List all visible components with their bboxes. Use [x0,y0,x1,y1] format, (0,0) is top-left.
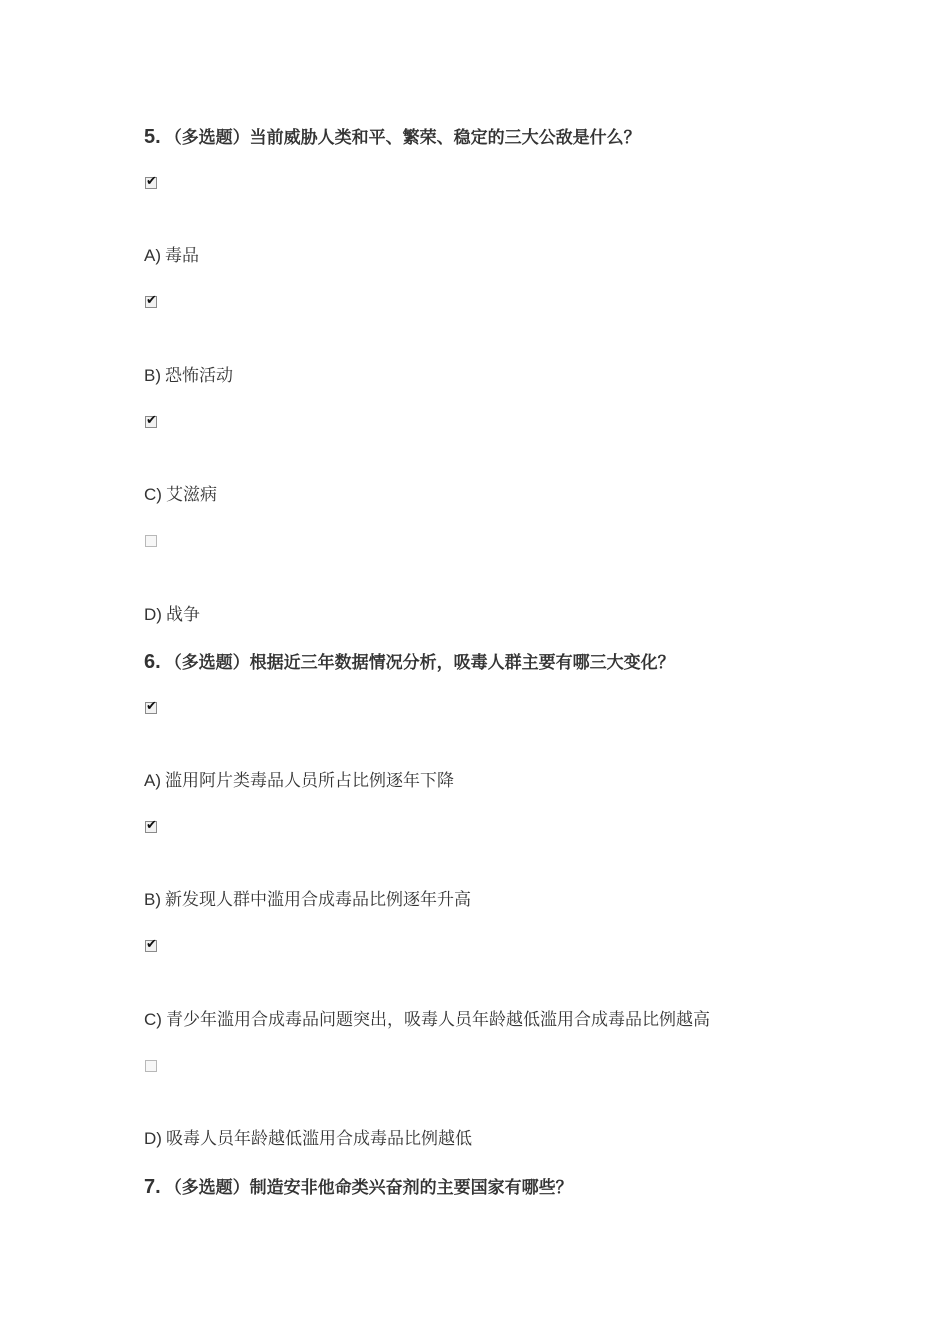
checkmark-icon: ✔ [146,174,157,189]
option-text: 滥用阿片类毒品人员所占比例逐年下降 [165,771,454,791]
option-letter: C) [144,1010,162,1029]
option-letter: D) [144,605,162,624]
option-6c-checkbox[interactable] [145,937,157,952]
option-6d-label [144,1128,472,1150]
checkmark-icon: ✔ [146,293,157,308]
question-text: （多选题）制造安非他命类兴奋剂的主要国家有哪些？ [164,1178,573,1198]
option-5a-checkbox[interactable] [145,174,157,189]
question-number: 7. [144,1176,161,1198]
option-6d-checkbox[interactable] [145,1060,157,1072]
option-letter: C) [144,485,162,504]
question-6-title [144,651,675,674]
option-5c-label [144,484,217,506]
option-6b-label [144,889,471,911]
option-letter: B) [144,366,161,385]
option-5b-label [144,365,233,387]
option-5b-checkbox[interactable] [145,293,157,308]
option-text: 毒品 [165,246,199,266]
option-letter: A) [144,771,161,790]
option-5a-label [144,245,199,267]
question-text: （多选题）当前威胁人类和平、繁荣、稳定的三大公敌是什么？ [164,128,641,148]
option-6a-label [144,770,454,792]
question-7-title [144,1176,573,1199]
option-letter: B) [144,890,161,909]
question-number: 5. [144,126,161,148]
option-text: 恐怖活动 [165,366,233,386]
checkmark-icon: ✔ [146,937,157,952]
question-5-title [144,126,641,149]
option-6a-checkbox[interactable] [145,699,157,714]
option-text: 艾滋病 [165,485,217,505]
option-text: 战争 [165,605,200,625]
option-5d-checkbox[interactable] [145,535,157,547]
option-letter: A) [144,246,161,265]
option-6c-label [144,1009,710,1031]
checkmark-icon: ✔ [146,818,157,833]
option-5c-checkbox[interactable] [145,413,157,428]
option-letter: D) [144,1129,162,1148]
checkmark-icon: ✔ [146,413,157,428]
option-text: 吸毒人员年龄越低滥用合成毒品比例越低 [165,1129,472,1149]
option-6b-checkbox[interactable] [145,818,157,833]
question-number: 6. [144,651,161,673]
option-5d-label [144,604,200,626]
option-text: 青少年滥用合成毒品问题突出，吸毒人员年龄越低滥用合成毒品比例越高 [165,1010,710,1030]
question-text: （多选题）根据近三年数据情况分析，吸毒人群主要有哪三大变化？ [164,653,675,673]
checkmark-icon: ✔ [146,699,157,714]
option-text: 新发现人群中滥用合成毒品比例逐年升高 [165,890,471,910]
